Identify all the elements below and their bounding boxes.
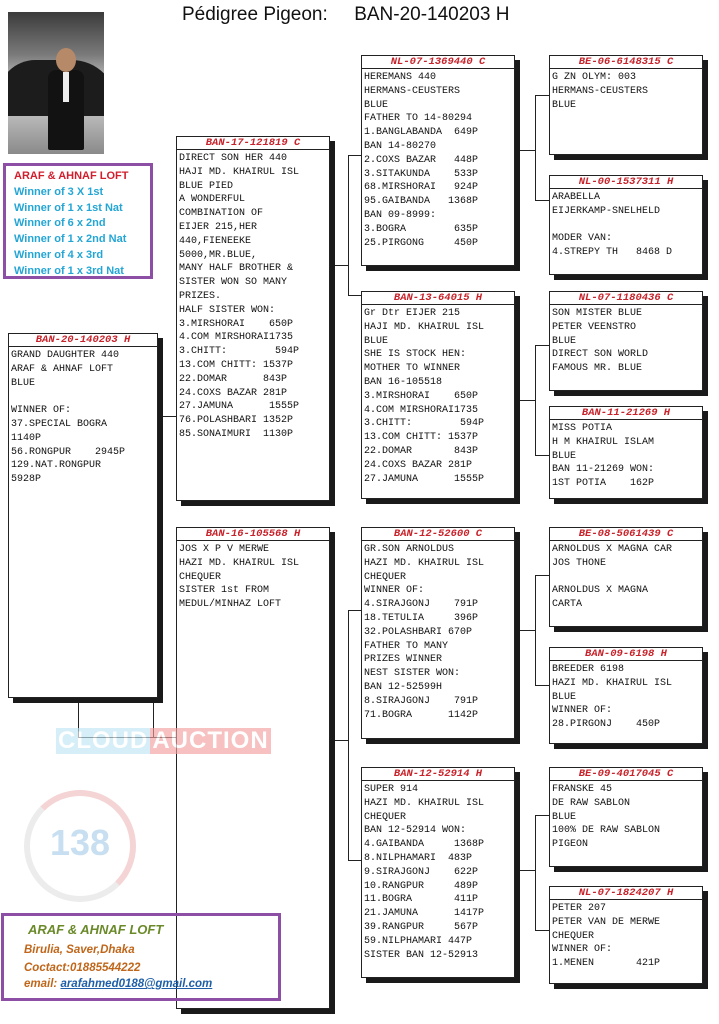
pedigree-card-sire-sire bbox=[361, 55, 515, 266]
connector-line bbox=[535, 685, 549, 686]
card-details: DIRECT SON HER 440 HAJI MD. KHAIRUL ISL BLUE PIED A WONDERFUL COMBINATION OF EIJER 215,HER 440,FIENEEKE 5000,MR.BLUE, MANY HALF BROTHER & SISTER WON SO MANY PRIZES. HALF SISTER WON: 3.MIRSHORAI 650P 4.COM MIRSHORAI1735 3.CHITT: 594P 13.COM CHITT: 1537P 22.DOMAR 843P 24.COXS BAZAR 281P 27.JAMUNA 1555P 76.POLASHBARI 1352P 85.SONAIMURI 1130P bbox=[179, 153, 300, 440]
ring-number: BAN-13-64015 H bbox=[362, 292, 514, 305]
connector-line bbox=[348, 610, 349, 860]
connector-line bbox=[348, 860, 362, 861]
title-ring-number: BAN-20-140203 H bbox=[354, 4, 510, 25]
connector-line bbox=[330, 265, 348, 266]
win-line: Winner of 4 x 3rd bbox=[14, 248, 104, 261]
ring-number: BAN-16-105568 H bbox=[177, 528, 329, 541]
ring-number: BAN-09-6198 H bbox=[550, 648, 702, 661]
cloudauction-watermark bbox=[56, 728, 271, 754]
win-line: Winner of 1 x 2nd Nat bbox=[14, 233, 127, 246]
card-details: BREEDER 6198 HAZI MD. KHAIRUL ISL BLUE WINNER OF: 28.PIRGONJ 450P bbox=[552, 664, 673, 731]
pedigree-card-sire bbox=[176, 136, 330, 501]
card-details: ARNOLDUS X MAGNA CAR JOS THONE ARNOLDUS X MAGNA CARTA bbox=[552, 544, 673, 611]
card-details: MISS POTIA H M KHAIRUL ISLAM BLUE BAN 11-21269 WON: 1ST POTIA 162P bbox=[552, 423, 655, 490]
pedigree-card-dsd bbox=[549, 647, 703, 744]
connector-line bbox=[535, 345, 536, 455]
connector-line bbox=[515, 150, 535, 151]
card-details: PETER 207 PETER VAN DE MERWE CHEQUER WINNER OF: 1.MENEN 421P bbox=[552, 903, 661, 970]
pedigree-card-ssd bbox=[549, 175, 703, 275]
ring-number: BAN-12-52914 H bbox=[362, 768, 514, 781]
pedigree-card-subject bbox=[8, 333, 158, 698]
pedigree-card-sss bbox=[549, 55, 703, 155]
connector-line bbox=[330, 740, 348, 741]
connector-line bbox=[535, 95, 536, 200]
win-line: Winner of 1 x 1st Nat bbox=[14, 201, 123, 214]
card-details: Gr Dtr EIJER 215 HAJI MD. KHAIRUL ISL BLUE SHE IS STOCK HEN: MOTHER TO WINNER BAN 16-105518 3.MIRSHORAI 650P 4.COM MIRSHORAI1735 3.CHITT: 594P 13.COM CHITT: 1537P 22.DOMAR 843P 24.COXS BAZAR 281P 27.JAMUNA 1555P bbox=[364, 308, 485, 485]
ring-number: BE-08-5061439 C bbox=[550, 528, 702, 541]
contact-address: Birulia, Saver,Dhaka bbox=[24, 944, 135, 956]
card-details: GR.SON ARNOLDUS HAZI MD. KHAIRUL ISL CHEQUER WINNER OF: 4.SIRAJGONJ 791P 18.TETULIA 396P 32.POLASHBARI 670P FATHER TO MANY PRIZES WINNER NEST SISTER WON: BAN 12-52599H 8.SIRAJGONJ 791P 71.BOGRA 1142P bbox=[364, 544, 485, 721]
watermark-part-1: CLOUD bbox=[58, 727, 149, 754]
loft-name: ARAF & AHNAF LOFT bbox=[14, 170, 129, 182]
ring-number: NL-07-1824207 H bbox=[550, 887, 702, 900]
connector-line bbox=[348, 155, 362, 156]
card-details: SON MISTER BLUE PETER VEENSTRO BLUE DIRECT SON WORLD FAMOUS MR. BLUE bbox=[552, 308, 649, 375]
page-title bbox=[182, 4, 509, 26]
pedigree-card-dss bbox=[549, 527, 703, 627]
ring-number: NL-07-1180436 C bbox=[550, 292, 702, 305]
owner-photo bbox=[8, 12, 104, 154]
pedigree-card-dds bbox=[549, 767, 703, 867]
connector-line bbox=[535, 345, 549, 346]
ring-number: BE-09-4017045 C bbox=[550, 768, 702, 781]
win-line: Winner of 6 x 2nd bbox=[14, 217, 106, 230]
pedigree-card-dam-sire bbox=[361, 527, 515, 739]
ring-number: BAN-12-52600 C bbox=[362, 528, 514, 541]
connector-line bbox=[535, 455, 549, 456]
contact-loft-name: ARAF & AHNAF LOFT bbox=[28, 922, 164, 937]
win-line: Winner of 3 X 1st bbox=[14, 185, 104, 198]
badge-number: 138 bbox=[50, 822, 111, 863]
ring-number: NL-00-1537311 H bbox=[550, 176, 702, 189]
connector-line bbox=[535, 575, 536, 685]
ring-number: BAN-11-21269 H bbox=[550, 407, 702, 420]
connector-line bbox=[535, 815, 549, 816]
win-line: Winner of 1 x 3rd Nat bbox=[14, 264, 124, 277]
connector-line bbox=[515, 870, 535, 871]
card-details: GRAND DAUGHTER 440 ARAF & AHNAF LOFT BLUE WINNER OF: 37.SPECIAL BOGRA 1140P 56.RONGPUR 2945P 129.NAT.RONGPUR 5928P bbox=[11, 350, 126, 486]
watermark-part-2: AUCTION bbox=[152, 727, 269, 754]
connector-line bbox=[348, 155, 349, 295]
contact-phone: Coctact:01885544222 bbox=[24, 962, 141, 974]
ring-number: NL-07-1369440 C bbox=[362, 56, 514, 69]
connector-line bbox=[348, 610, 362, 611]
card-details: FRANSKE 45 DE RAW SABLON BLUE 100% DE RAW SABLON PIGEON bbox=[552, 784, 661, 851]
card-details: G ZN OLYM: 003 HERMANS-CEUSTERS BLUE bbox=[552, 72, 649, 111]
ring-number: BE-06-6148315 C bbox=[550, 56, 702, 69]
loft-achievements-box bbox=[3, 163, 153, 279]
ring-number: BAN-20-140203 H bbox=[9, 334, 157, 347]
card-details: ARABELLA EIJERKAMP-SNELHELD MODER VAN: 4.STREPY TH 8468 D bbox=[552, 192, 673, 259]
email-label: email: bbox=[24, 978, 61, 990]
shirt-shape bbox=[63, 72, 69, 102]
card-details: HEREMANS 440 HERMANS-CEUSTERS BLUE FATHER TO 14-80294 1.BANGLABANDA 649P BAN 14-80270 2.COXS BAZAR 448P 3.SITAKUNDA 533P 68.MIRSHORAI 924P 95.GAIBANDA 1368P BAN 09-8999: 3.BOGRA 635P 25.PIRGONG 450P bbox=[364, 72, 479, 249]
contact-box bbox=[1, 913, 281, 1001]
head-shape bbox=[56, 48, 76, 72]
connector-line bbox=[535, 815, 536, 930]
pedigree-card-sire-dam bbox=[361, 291, 515, 499]
pedigree-card-sds bbox=[549, 291, 703, 391]
title-label: Pédigree Pigeon: bbox=[182, 4, 328, 25]
pedigree-card-ddd bbox=[549, 886, 703, 984]
card-details: JOS X P V MERWE HAZI MD. KHAIRUL ISL CHEQUER SISTER 1st FROM MEDUL/MINHAZ LOFT bbox=[179, 544, 300, 611]
connector-line bbox=[535, 95, 549, 96]
connector-line bbox=[535, 200, 549, 201]
connector-line bbox=[535, 930, 549, 931]
connector-line bbox=[515, 630, 535, 631]
connector-line bbox=[348, 295, 362, 296]
contact-email-line bbox=[24, 978, 212, 990]
card-details: SUPER 914 HAZI MD. KHAIRUL ISL CHEQUER BAN 12-52914 WON: 4.GAIBANDA 1368P 8.NILPHAMARI 483P 9.SIRAJGONJ 622P 10.RANGPUR 489P 11.BOGRA 411P 21.JAMUNA 1417P 39.RANGPUR 567P 59.NILPHAMARI 447P SISTER BAN 12-52913 bbox=[364, 784, 485, 961]
ring-number: BAN-17-121819 C bbox=[177, 137, 329, 150]
pedigree-card-sdd bbox=[549, 406, 703, 499]
connector-line bbox=[515, 400, 535, 401]
pedigree-card-dam-dam bbox=[361, 767, 515, 978]
email-link[interactable]: arafahmed0188@gmail.com bbox=[60, 978, 213, 990]
connector-line bbox=[535, 575, 549, 576]
